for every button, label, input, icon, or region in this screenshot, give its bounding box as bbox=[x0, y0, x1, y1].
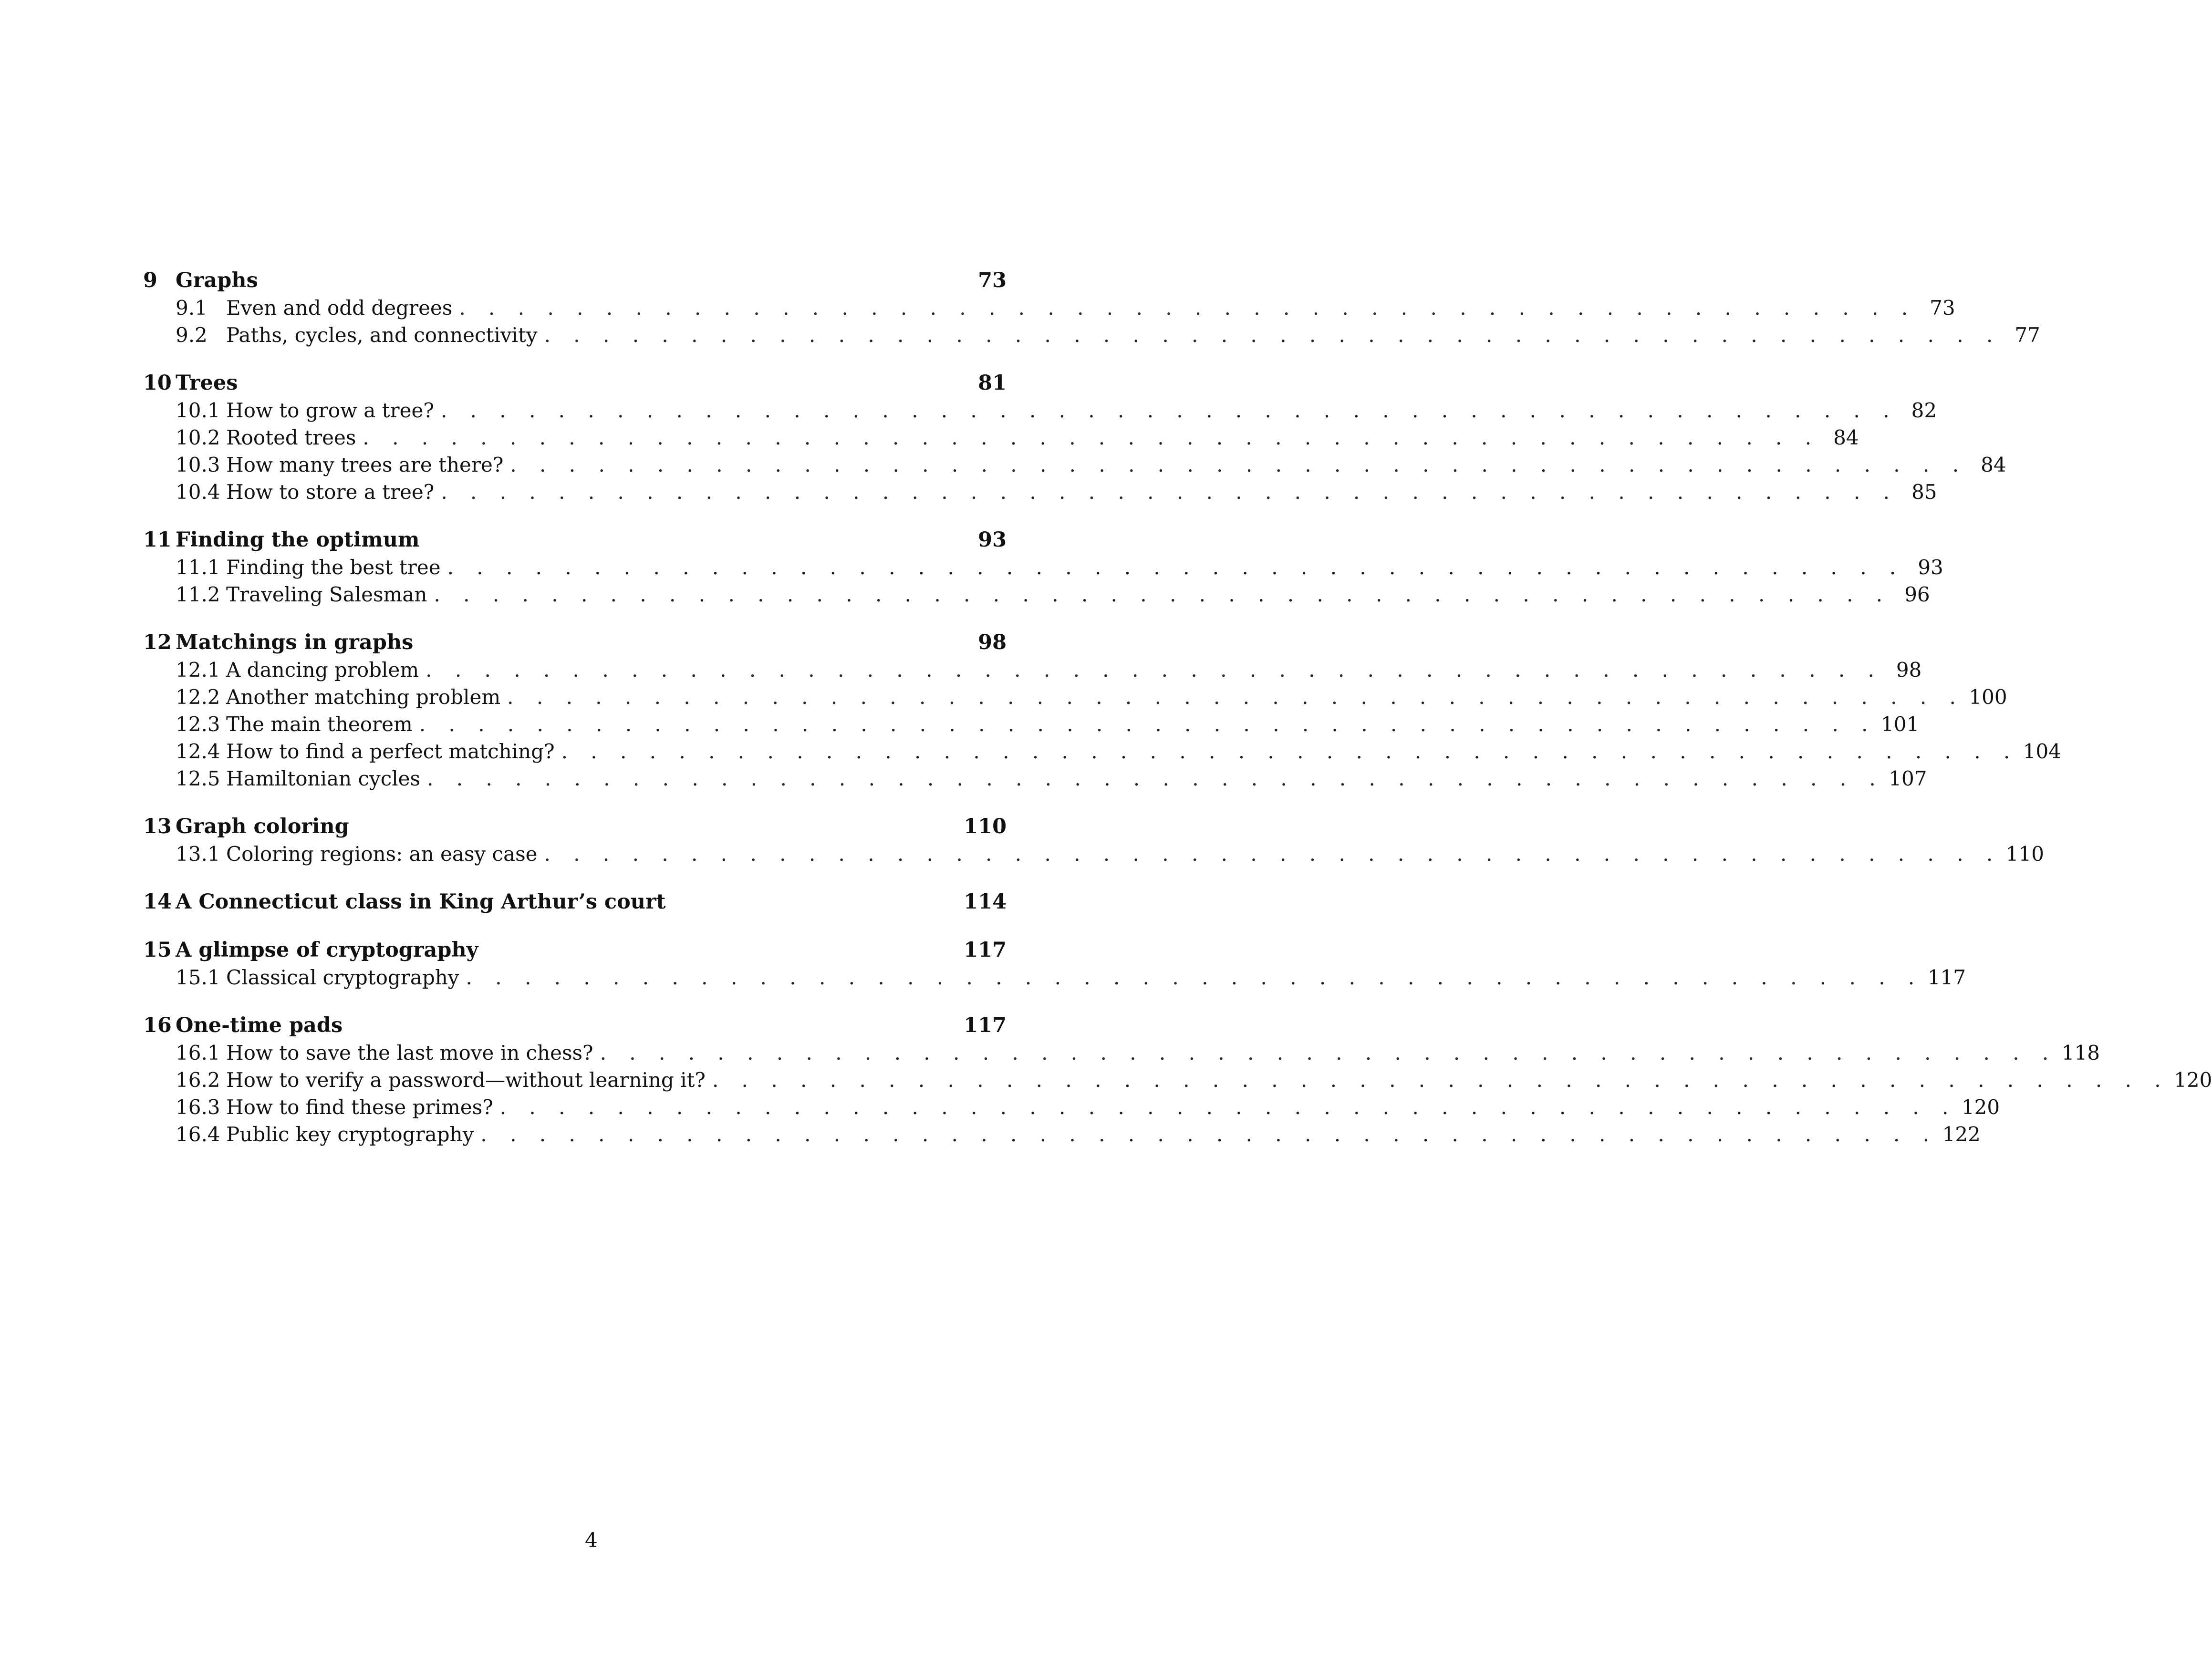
section-list bbox=[143, 656, 2061, 792]
toc-chapter bbox=[143, 1012, 2212, 1148]
toc-section-entry[interactable] bbox=[143, 478, 1937, 506]
dot-leader: . . . . . . . . . . . . . . . . . . . . . . . . . . . . . . . . . . . . . . . . . . . . . . . . . . bbox=[419, 713, 1877, 736]
section-page: 117 bbox=[1927, 966, 1966, 989]
section-page: 120 bbox=[2174, 1068, 2212, 1092]
section-number: 16.1 bbox=[176, 1041, 220, 1064]
dot-leader: . . . . . . . . . . . . . . . . . . . . . . . . . . . . . . . . . . . . . . . . . . . . . . . . . . bbox=[510, 453, 1967, 476]
section-number: 10.3 bbox=[176, 453, 220, 476]
chapter-page: 110 bbox=[964, 815, 1007, 838]
toc-chapter bbox=[143, 629, 2061, 792]
table-of-contents bbox=[143, 267, 2212, 1169]
toc-chapter bbox=[143, 937, 1966, 991]
page-number: 4 bbox=[585, 1528, 598, 1552]
toc-section-entry[interactable] bbox=[143, 840, 2044, 867]
toc-section-entry[interactable] bbox=[143, 1039, 2100, 1066]
chapter-title: Trees bbox=[176, 371, 238, 395]
section-number: 10.4 bbox=[176, 480, 220, 504]
section-number: 11.1 bbox=[176, 556, 220, 579]
section-page: 84 bbox=[1981, 453, 2006, 476]
dot-leader: . . . . . . . . . . . . . . . . . . . . . . . . . . . . . . . . . . . . . . . . . . . . . . . . . . bbox=[427, 767, 1884, 790]
section-page: 93 bbox=[1918, 556, 1943, 579]
chapter-page: 117 bbox=[964, 938, 1007, 962]
chapter-page: 81 bbox=[978, 371, 1007, 395]
toc-section-entry[interactable] bbox=[143, 321, 2040, 349]
dot-leader: . . . . . . . . . . . . . . . . . . . . . . . . . . . . . . . . . . . . . . . . . . . . . . . . . . bbox=[434, 583, 1891, 606]
toc-chapter bbox=[143, 813, 2044, 867]
toc-section-entry[interactable] bbox=[143, 554, 1943, 581]
chapter-number: 11 bbox=[143, 528, 172, 552]
chapter-heading[interactable] bbox=[143, 888, 1007, 916]
chapter-number: 14 bbox=[143, 890, 172, 914]
chapter-heading[interactable] bbox=[143, 527, 1007, 554]
chapter-heading[interactable] bbox=[143, 1012, 1007, 1039]
section-list bbox=[143, 554, 1943, 608]
section-title: How to grow a tree? bbox=[226, 399, 434, 422]
section-page: 96 bbox=[1904, 583, 1930, 606]
section-title: Rooted trees bbox=[226, 426, 356, 449]
chapter-page: 73 bbox=[978, 269, 1007, 292]
section-title: Even and odd degrees bbox=[226, 296, 453, 320]
section-page: 82 bbox=[1911, 399, 1937, 422]
chapter-number: 12 bbox=[143, 630, 172, 654]
chapter-heading[interactable] bbox=[143, 937, 1007, 964]
toc-section-entry[interactable] bbox=[143, 656, 1922, 683]
dot-leader: . . . . . . . . . . . . . . . . . . . . . . . . . . . . . . . . . . . . . . . . . . . . . . . . . . bbox=[363, 426, 1820, 449]
toc-section-entry[interactable] bbox=[143, 424, 1859, 451]
section-number: 12.2 bbox=[176, 685, 220, 709]
section-page: 104 bbox=[2023, 740, 2061, 763]
toc-chapter bbox=[143, 888, 1007, 916]
section-number: 12.3 bbox=[176, 713, 220, 736]
section-title: Classical cryptography bbox=[226, 966, 459, 989]
section-page: 85 bbox=[1911, 480, 1937, 504]
chapter-title: A glimpse of cryptography bbox=[176, 938, 478, 962]
dot-leader: . . . . . . . . . . . . . . . . . . . . . . . . . . . . . . . . . . . . . . . . . . . . . . . . . . bbox=[544, 323, 2001, 347]
chapter-page: 93 bbox=[978, 528, 1007, 552]
section-title: How to find these primes? bbox=[226, 1095, 493, 1119]
section-page: 98 bbox=[1896, 658, 1922, 682]
chapter-number: 13 bbox=[143, 815, 172, 838]
toc-section-entry[interactable] bbox=[143, 1094, 2000, 1121]
chapter-number: 16 bbox=[143, 1013, 172, 1037]
dot-leader: . . . . . . . . . . . . . . . . . . . . . . . . . . . . . . . . . . . . . . . . . . . . . . . . . . bbox=[459, 296, 1916, 320]
section-title: Traveling Salesman bbox=[226, 583, 427, 606]
chapter-page: 98 bbox=[978, 630, 1007, 654]
chapter-title: Finding the optimum bbox=[176, 528, 420, 552]
toc-section-entry[interactable] bbox=[143, 1066, 2212, 1094]
section-title: Coloring regions: an easy case bbox=[226, 842, 538, 866]
dot-leader: . . . . . . . . . . . . . . . . . . . . . . . . . . . . . . . . . . . . . . . . . . . . . . . . . . bbox=[426, 658, 1883, 682]
section-number: 11.2 bbox=[176, 583, 220, 606]
chapter-title: Matchings in graphs bbox=[176, 630, 414, 654]
section-title: Paths, cycles, and connectivity bbox=[226, 323, 538, 347]
section-title: Hamiltonian cycles bbox=[226, 767, 421, 790]
chapter-heading[interactable] bbox=[143, 629, 1007, 656]
section-page: 101 bbox=[1881, 713, 1920, 736]
section-page: 77 bbox=[2015, 323, 2040, 347]
section-number: 10.2 bbox=[176, 426, 220, 449]
section-number: 9.1 bbox=[176, 296, 208, 320]
section-title: Public key cryptography bbox=[226, 1123, 474, 1146]
dot-leader: . . . . . . . . . . . . . . . . . . . . . . . . . . . . . . . . . . . . . . . . . . . . . . . . . . bbox=[499, 1095, 1957, 1119]
dot-leader: . . . . . . . . . . . . . . . . . . . . . . . . . . . . . . . . . . . . . . . . . . . . . . . . . . bbox=[544, 842, 2001, 866]
section-number: 13.1 bbox=[176, 842, 220, 866]
dot-leader: . . . . . . . . . . . . . . . . . . . . . . . . . . . . . . . . . . . . . . . . . . . . . . . . . . bbox=[447, 556, 1904, 579]
chapter-number: 15 bbox=[143, 938, 172, 962]
chapter-heading[interactable] bbox=[143, 267, 1007, 294]
toc-section-entry[interactable] bbox=[143, 294, 1955, 321]
section-number: 16.2 bbox=[176, 1068, 220, 1092]
chapter-title: Graphs bbox=[176, 269, 258, 292]
section-number: 12.1 bbox=[176, 658, 220, 682]
section-number: 16.4 bbox=[176, 1123, 220, 1146]
toc-section-entry[interactable] bbox=[143, 964, 1966, 991]
toc-section-entry[interactable] bbox=[143, 451, 2006, 478]
chapter-heading[interactable] bbox=[143, 813, 1007, 840]
section-page: 110 bbox=[2005, 842, 2044, 866]
chapter-heading[interactable] bbox=[143, 370, 1007, 397]
chapter-title: A Connecticut class in King Arthur’s court bbox=[176, 890, 666, 914]
section-page: 118 bbox=[2061, 1041, 2100, 1064]
toc-section-entry[interactable] bbox=[143, 683, 2007, 711]
toc-section-entry[interactable] bbox=[143, 765, 1927, 792]
dot-leader: . . . . . . . . . . . . . . . . . . . . . . . . . . . . . . . . . . . . . . . . . . . . . . . . . . bbox=[480, 1123, 1938, 1146]
chapter-number: 9 bbox=[143, 269, 157, 292]
toc-section-entry[interactable] bbox=[143, 397, 1937, 424]
dot-leader: . . . . . . . . . . . . . . . . . . . . . . . . . . . . . . . . . . . . . . . . . . . . . . . . . . bbox=[441, 480, 1898, 504]
section-title: A dancing problem bbox=[226, 658, 419, 682]
section-list bbox=[143, 397, 2006, 506]
section-title: Another matching problem bbox=[226, 685, 501, 709]
dot-leader: . . . . . . . . . . . . . . . . . . . . . . . . . . . . . . . . . . . . . . . . . . . . . . . . . . bbox=[600, 1041, 2057, 1064]
toc-chapter bbox=[143, 370, 2006, 506]
section-title: Finding the best tree bbox=[226, 556, 441, 579]
section-page: 120 bbox=[1961, 1095, 2000, 1119]
chapter-page: 117 bbox=[964, 1013, 1007, 1037]
section-page: 107 bbox=[1889, 767, 1927, 790]
dot-leader: . . . . . . . . . . . . . . . . . . . . . . . . . . . . . . . . . . . . . . . . . . . . . . . . . . bbox=[712, 1068, 2170, 1092]
section-number: 15.1 bbox=[176, 966, 220, 989]
section-list bbox=[143, 1039, 2212, 1148]
toc-chapter bbox=[143, 527, 1943, 608]
dot-leader: . . . . . . . . . . . . . . . . . . . . . . . . . . . . . . . . . . . . . . . . . . . . . . . . . . bbox=[466, 966, 1923, 989]
toc-section-entry[interactable] bbox=[143, 738, 2061, 765]
chapter-page: 114 bbox=[964, 890, 1007, 914]
chapter-title: One-time pads bbox=[176, 1013, 343, 1037]
chapter-number: 10 bbox=[143, 371, 172, 395]
section-title: The main theorem bbox=[226, 713, 413, 736]
section-title: How to store a tree? bbox=[226, 480, 435, 504]
dot-leader: . . . . . . . . . . . . . . . . . . . . . . . . . . . . . . . . . . . . . . . . . . . . . . . . . . bbox=[561, 740, 2018, 763]
section-title: How to find a perfect matching? bbox=[226, 740, 555, 763]
section-page: 84 bbox=[1833, 426, 1859, 449]
section-list bbox=[143, 964, 1966, 991]
section-page: 100 bbox=[1969, 685, 2007, 709]
toc-section-entry[interactable] bbox=[143, 581, 1930, 608]
section-list bbox=[143, 294, 2040, 349]
section-title: How many trees are there? bbox=[226, 453, 504, 476]
section-list bbox=[143, 840, 2044, 867]
section-page: 73 bbox=[1930, 296, 1955, 320]
section-number: 9.2 bbox=[176, 323, 208, 347]
section-number: 16.3 bbox=[176, 1095, 220, 1119]
dot-leader: . . . . . . . . . . . . . . . . . . . . . . . . . . . . . . . . . . . . . . . . . . . . . . . . . . bbox=[507, 685, 1964, 709]
section-number: 10.1 bbox=[176, 399, 220, 422]
toc-chapter bbox=[143, 267, 2040, 349]
section-title: How to save the last move in chess? bbox=[226, 1041, 593, 1064]
section-number: 12.5 bbox=[176, 767, 220, 790]
chapter-title: Graph coloring bbox=[176, 815, 349, 838]
section-page: 122 bbox=[1942, 1123, 1981, 1146]
section-title: How to verify a password—without learning it? bbox=[226, 1068, 706, 1092]
dot-leader: . . . . . . . . . . . . . . . . . . . . . . . . . . . . . . . . . . . . . . . . . . . . . . . . . . bbox=[440, 399, 1898, 422]
toc-section-entry[interactable] bbox=[143, 1121, 1981, 1148]
toc-section-entry[interactable] bbox=[143, 711, 1920, 738]
section-number: 12.4 bbox=[176, 740, 220, 763]
